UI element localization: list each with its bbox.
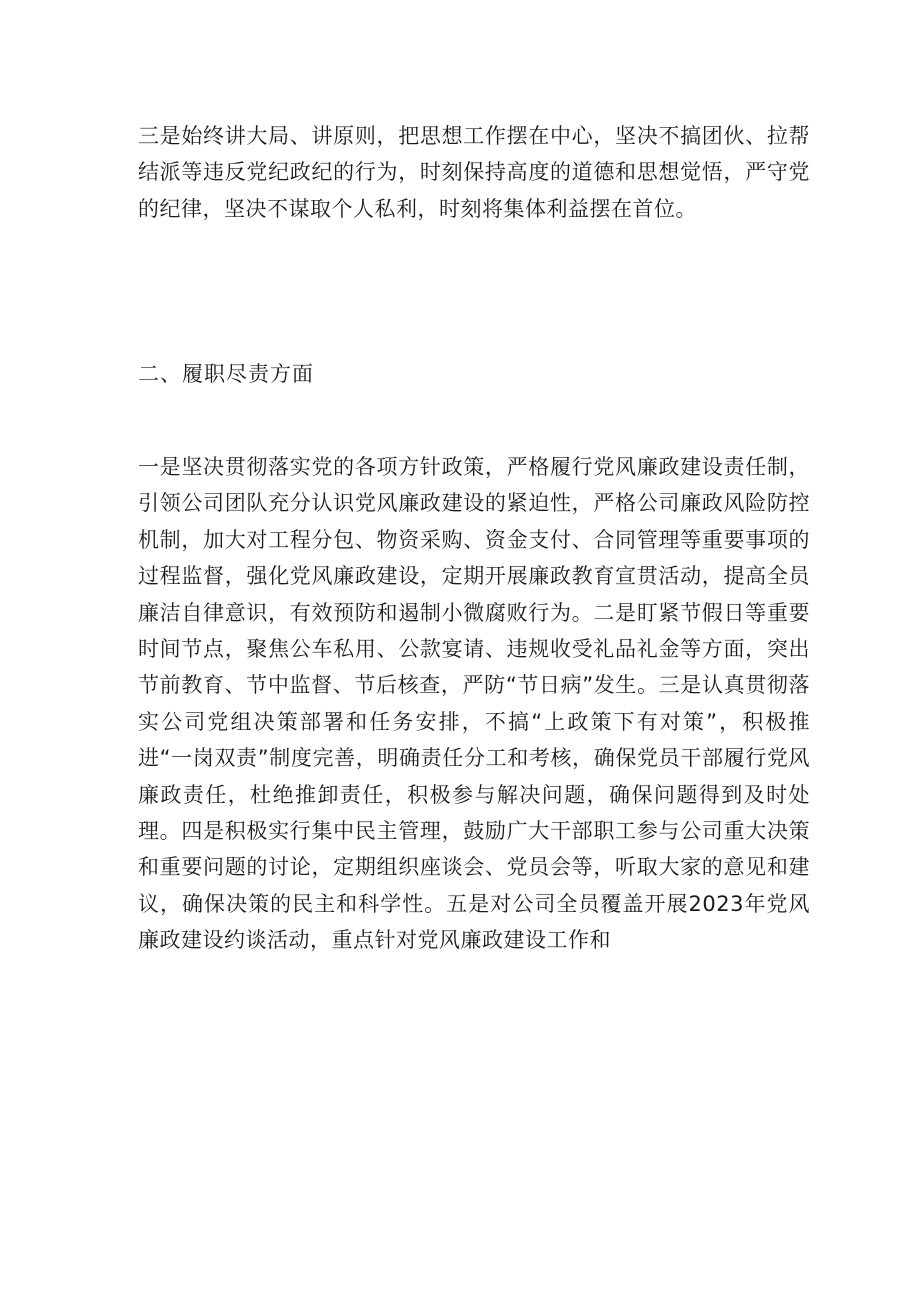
- body-paragraph: 一是坚决贯彻落实党的各项方针政策，严格履行党风廉政建设责任制，引领公司团队充分认识党风廉政建设的紧迫性，严格公司廉政风险防控机制，加大对工程分包、物资采购、资金支付、合同管理等重要事项的过程监督，强化党风廉政建设，定期开展廉政教育宣贯活动，提高全员廉洁自律意识，有效预防和遏制小微腐败行为。二是盯紧节假日等重要时间节点，聚焦公车私用、公款宴请、违规收受礼品礼金等方面，突出节前教育、节中监督、节后核查，严防“节日病”发生。三是认真贯彻落实公司党组决策部署和任务安排，不搞“上政策下有对策”，积极推进“一岗双责”制度完善，明确责任分工和考核，确保党员干部履行党风廉政责任，杜绝推卸责任，积极参与解决问题，确保问题得到及时处理。四是积极实行集中民主管理，鼓励广大干部职工参与公司重大决策和重要问题的讨论，定期组织座谈会、党员会等，听取大家的意见和建议，确保决策的民主和科学性。五是对公司全员覆盖开展2023年党风廉政建设约谈活动，重点针对党风廉政建设工作和: [138, 455, 810, 953]
- body-paragraph: 三是始终讲大局、讲原则，把思想工作摆在中心，坚决不搞团伙、拉帮结派等违反党纪政纪的行为，时刻保持高度的道德和思想觉悟，严守党的纪律，坚决不谋取个人私利，时刻将集体利益摆在首位。: [138, 124, 810, 221]
- section-heading: 二、履职尽责方面: [138, 362, 314, 386]
